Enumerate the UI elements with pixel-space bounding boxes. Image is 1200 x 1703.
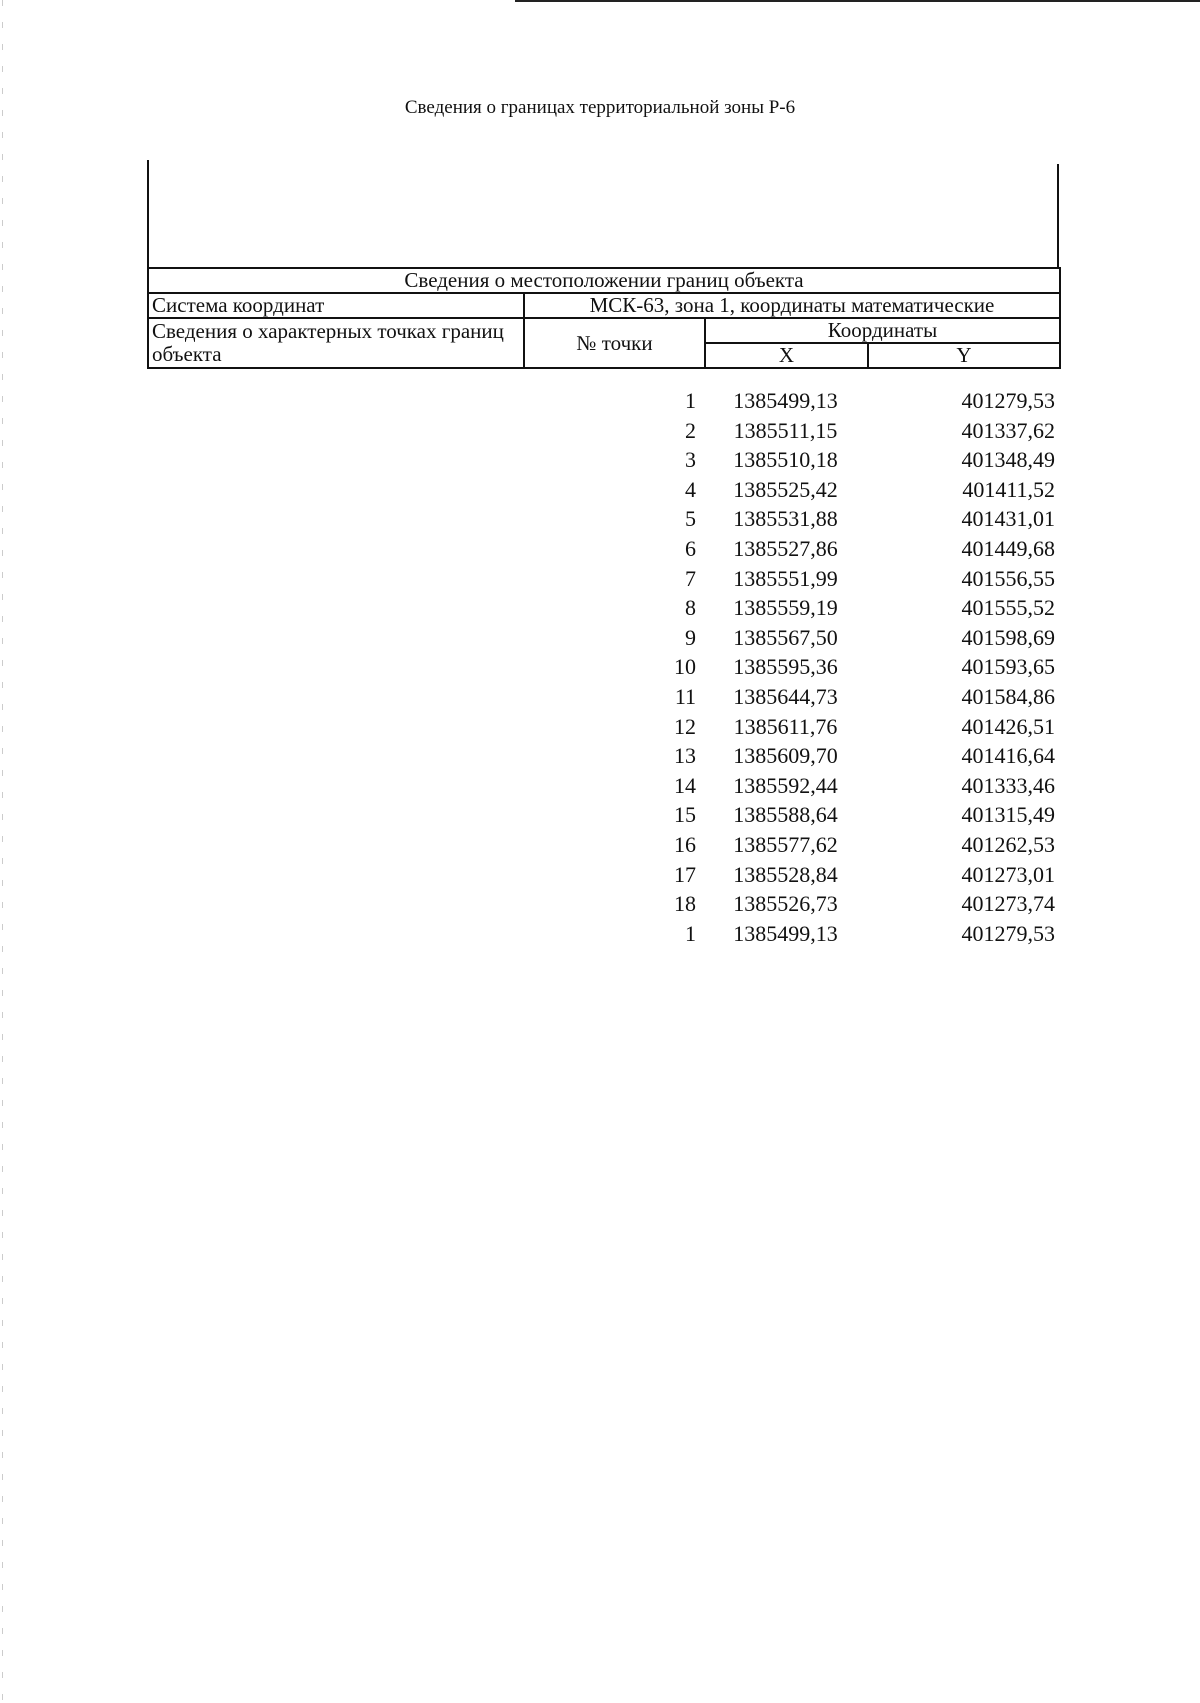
row-spacer — [147, 416, 523, 446]
x-coordinate-cell: 1385499,13 — [733, 388, 838, 413]
y-coordinate-cell: 401416,64 — [961, 743, 1055, 769]
y-coordinate-cell: 401279,53 — [961, 388, 1055, 413]
row-spacer — [147, 386, 523, 416]
table-row — [147, 800, 1059, 830]
x-coordinate-cell: 1385510,18 — [733, 447, 838, 473]
point-number-cell: 12 — [674, 713, 696, 739]
row-spacer — [147, 712, 523, 742]
table-row — [147, 771, 1059, 801]
coordinates-header: Координаты — [705, 318, 1060, 343]
x-coordinate-cell: 1385551,99 — [733, 565, 838, 591]
point-number-cell: 15 — [674, 802, 696, 828]
y-coordinate-cell: 401333,46 — [961, 772, 1055, 798]
points-info-label: Сведения о характерных точках границ объекта — [148, 318, 524, 368]
row-spacer — [147, 623, 523, 653]
y-coordinate-cell: 401593,65 — [961, 654, 1055, 680]
table-row — [147, 475, 1059, 505]
x-coordinate-cell: 1385526,73 — [733, 891, 838, 917]
table-frame-right-line — [1057, 164, 1059, 268]
row-spacer — [147, 445, 523, 475]
table-row — [147, 623, 1059, 653]
row-spacer — [147, 919, 523, 949]
x-coordinate-cell: 1385609,70 — [733, 743, 838, 769]
table-row — [147, 564, 1059, 594]
document-title: Сведения о границах территориальной зоны Р-6 — [404, 97, 796, 118]
row-spacer — [147, 475, 523, 505]
y-coordinate-cell: 401449,68 — [961, 535, 1055, 561]
x-coordinate-cell: 1385567,50 — [733, 624, 838, 650]
point-number-cell: 11 — [674, 683, 696, 709]
row-spacer — [147, 593, 523, 623]
point-number-cell: 17 — [674, 861, 696, 887]
point-number-cell: 7 — [685, 565, 696, 591]
x-column-header: X — [705, 343, 868, 368]
row-spacer — [147, 860, 523, 890]
point-number-cell: 13 — [674, 743, 696, 769]
x-coordinate-cell: 1385499,13 — [733, 920, 838, 946]
row-spacer — [147, 682, 523, 712]
y-coordinate-cell: 401348,49 — [961, 447, 1055, 473]
table-row — [147, 830, 1059, 860]
point-number-cell: 5 — [685, 506, 696, 532]
y-coordinate-cell: 401279,53 — [961, 920, 1055, 946]
coordinate-system-label: Система координат — [148, 293, 524, 318]
point-number-cell: 1 — [685, 388, 696, 413]
point-number-cell: 6 — [685, 535, 696, 561]
y-coordinate-cell: 401431,01 — [961, 506, 1055, 532]
y-coordinate-cell: 401273,74 — [961, 891, 1055, 917]
point-number-header: № точки — [524, 318, 705, 368]
y-coordinate-cell: 401315,49 — [961, 802, 1055, 828]
row-spacer — [147, 800, 523, 830]
coordinate-system-value: МСК-63, зона 1, координаты математические — [524, 293, 1060, 318]
point-number-cell: 18 — [674, 891, 696, 917]
y-coordinate-cell: 401556,55 — [961, 565, 1055, 591]
x-coordinate-cell: 1385528,84 — [733, 861, 838, 887]
boundary-info-table — [147, 267, 1061, 369]
table-frame-left-line — [147, 160, 149, 268]
point-number-cell: 10 — [674, 654, 696, 680]
row-spacer — [147, 564, 523, 594]
x-coordinate-cell: 1385611,76 — [733, 713, 838, 739]
row-spacer — [147, 504, 523, 534]
table-row — [147, 741, 1059, 771]
y-coordinate-cell: 401273,01 — [961, 861, 1055, 887]
table-row — [147, 712, 1059, 742]
row-spacer — [147, 889, 523, 919]
x-coordinate-cell: 1385525,42 — [733, 476, 838, 502]
x-coordinate-cell: 1385511,15 — [733, 417, 838, 443]
table-row — [147, 682, 1059, 712]
y-coordinate-cell: 401555,52 — [961, 595, 1055, 621]
y-coordinate-cell: 401598,69 — [961, 624, 1055, 650]
y-coordinate-cell: 401262,53 — [961, 831, 1055, 857]
y-coordinate-cell: 401411,52 — [962, 476, 1055, 502]
point-number-cell: 3 — [685, 447, 696, 473]
x-coordinate-cell: 1385531,88 — [733, 506, 838, 532]
point-number-cell: 9 — [685, 624, 696, 650]
table-row — [147, 860, 1059, 890]
scan-edge-marks — [2, 0, 3, 1703]
row-spacer — [147, 830, 523, 860]
x-coordinate-cell: 1385527,86 — [733, 535, 838, 561]
y-coordinate-cell: 401584,86 — [961, 683, 1055, 709]
table-row — [147, 919, 1059, 949]
point-number-cell: 16 — [674, 831, 696, 857]
table-row — [147, 593, 1059, 623]
x-coordinate-cell: 1385559,19 — [733, 595, 838, 621]
table-row — [147, 445, 1059, 475]
table-row — [147, 416, 1059, 446]
y-coordinate-cell: 401426,51 — [961, 713, 1055, 739]
point-number-cell: 2 — [685, 417, 696, 443]
x-coordinate-cell: 1385644,73 — [733, 683, 838, 709]
table-row — [147, 652, 1059, 682]
scan-edge-line — [515, 0, 1200, 2]
row-spacer — [147, 652, 523, 682]
table-row — [147, 504, 1059, 534]
point-number-cell: 8 — [685, 595, 696, 621]
y-coordinate-cell: 401337,62 — [961, 417, 1055, 443]
row-spacer — [147, 534, 523, 564]
coordinates-table — [147, 386, 1059, 948]
point-number-cell: 1 — [685, 920, 696, 946]
table-row — [147, 386, 1059, 416]
x-coordinate-cell: 1385577,62 — [733, 831, 838, 857]
table-row — [147, 889, 1059, 919]
point-number-cell: 4 — [685, 476, 696, 502]
y-column-header: Y — [868, 343, 1060, 368]
x-coordinate-cell: 1385595,36 — [733, 654, 838, 680]
x-coordinate-cell: 1385592,44 — [733, 772, 838, 798]
section-title: Сведения о местоположении границ объекта — [148, 268, 1060, 293]
point-number-cell: 14 — [674, 772, 696, 798]
row-spacer — [147, 771, 523, 801]
x-coordinate-cell: 1385588,64 — [733, 802, 838, 828]
row-spacer — [147, 741, 523, 771]
table-row — [147, 534, 1059, 564]
